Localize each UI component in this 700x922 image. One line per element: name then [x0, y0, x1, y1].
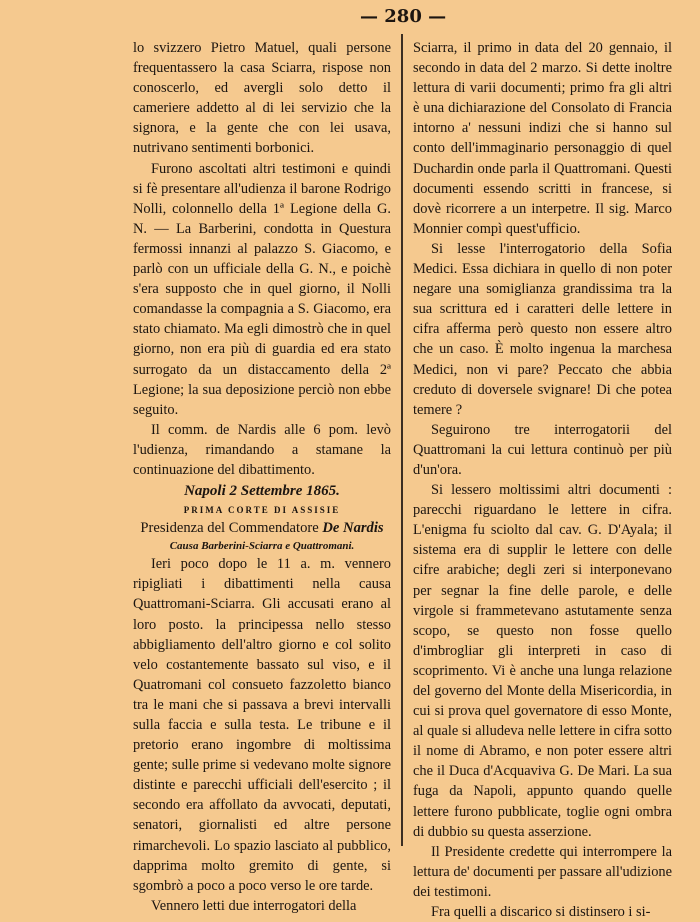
- paragraph: Seguirono tre interrogatorii del Quattromani la cui lettura continuò per più d'un'ora.: [413, 421, 672, 478]
- presidency-name: De Nardis: [322, 520, 384, 537]
- column-divider: [401, 34, 403, 846]
- paragraph: Il comm. de Nardis alle 6 pom. levò l'udienza, rimandando a stamane la continuazione del dibattimento.: [133, 421, 391, 478]
- page-number: — 280 —: [360, 6, 447, 27]
- paragraph: Fra quelli a discarico si distinsero i si-: [431, 904, 651, 921]
- paragraph: Il Presidente credette qui interrompere la lettura de' documenti per passare all'udizione dei testimoni.: [413, 843, 672, 900]
- left-column: [133, 38, 391, 916]
- paragraph: Ieri poco dopo le 11 a. m. vennero ripigliati i dibattimenti nella causa Quattromani-Sciarra. Gli accusati erano al loro posto. la principessa nello stesso abbigliamento dell'altro giorno e col solito velo costantemente bassato sul viso, e il Quatromani col consueto fazzoletto bianco tra le mani che si passava a brevi intervalli sulla faccia e sulla testa. Le tribune e il pretorio erano ingombre di moltissima gente; sulle prime si vedevano molte signore distinte e parecchi ufficiali dell'esercito ; il secondo era affollato da avvocati, deputati, senatori, giornalisti ed altre persone rimarchevoli. Lo spazio lasciato al pubblico, dapprima molto gremito di gente, si sgombrò a poco a poco verso le ore tarde.: [133, 556, 391, 894]
- court-heading: PRIMA CORTE DI ASSISIE: [183, 505, 341, 516]
- paragraph: lo svizzero Pietro Matuel, quali persone frequentassero la casa Sciarra, rispose non conoscerlo, ed avergli solo detto il cameriere addetto al di lei servizio che la signora, e la gente che con lei usava, nutrivano sentimenti borbonici.: [133, 40, 391, 157]
- case-title: Causa Barberini-Sciarra e Quattromani.: [169, 540, 355, 553]
- paragraph: Si lessero moltissimi altri documenti : parecchi riguardano le lettere in cifra. L'enigma fu sciolto dal cav. G. D'Ayala; il sistema era di supplir le lettere con delle cifre arabiche; degli zeri si interponevano per segnar la fine delle parole, e delle virgole si frammetevano astutamente senza scopo, se questo non fosse quello d'imbrogliar gli interpreti in caso di scoprimento. Vi è anche una lunga relazione del governo del Monte della Misericordia, in cui si prova quel governatore di esso Monte, al quale si alludeva nelle lettere in cifra sotto il nome di Abramo, e non poter essere altri che il Duca d'Acquaviva G. De Mari. La sua fuga da Napoli, appunto quando quelle lettere furono pubblicate, toglie ogni ombra di dubbio su questa asserzione.: [413, 482, 672, 840]
- paragraph: Si lesse l'interrogatorio della Sofia Medici. Essa dichiara in quello di non poter negare una somiglianza grandissima tra la sua scrittura ed i caratteri delle lettere in cifra afferma però questo non essere altro che un caso. È molto ingenua la marchesa Medici, non vi pare? Peccato che abbia creduto di doversele svignare! Di che potea temere ?: [413, 240, 672, 418]
- right-column: [413, 38, 672, 922]
- dateline: Napoli 2 Settembre 1865.: [184, 483, 340, 500]
- presidency-heading: [133, 518, 391, 538]
- paragraph: Furono ascoltati altri testimoni e quindi si fè presentare all'udienza il barone Rodrigo Nolli, colonnello della 1ª Legione della G. N. — La Barberini, condotta in Questura fermossi innanzi al palazzo S. Giacomo, e parlò con un ufficiale della G. N., e poichè s'era supposto che in quel giorno, il Nolli comandasse la compagnia a S. Giacomo, era stato chiamato. Ma egli dimostrò che in quel giorno, non era più di guardia ed era stato surrogato da un distaccamento della 2ª Legione; la sua deposizione perciò non ebbe seguito.: [133, 160, 391, 418]
- paragraph: Sciarra, il primo in data del 20 gennaio, il secondo in data del 2 marzo. Si dette inoltre lettura di varii documenti; primo fra gli altri è una dichiarazione del Consolato di Francia intorno a' nessuni indizi che si hanno sul conto dell'immaginario personaggio di quel Duchardin onde parla il Quattromani. Questi documenti essendo scritti in francese, si dovè ricorrere a un interpetre. Il sig. Marco Monnier compì quest'ufficio.: [413, 40, 672, 237]
- presidency-prefix: Presidenza del Commendatore: [140, 520, 323, 537]
- paragraph: Vennero letti due interrogatori della: [151, 897, 357, 914]
